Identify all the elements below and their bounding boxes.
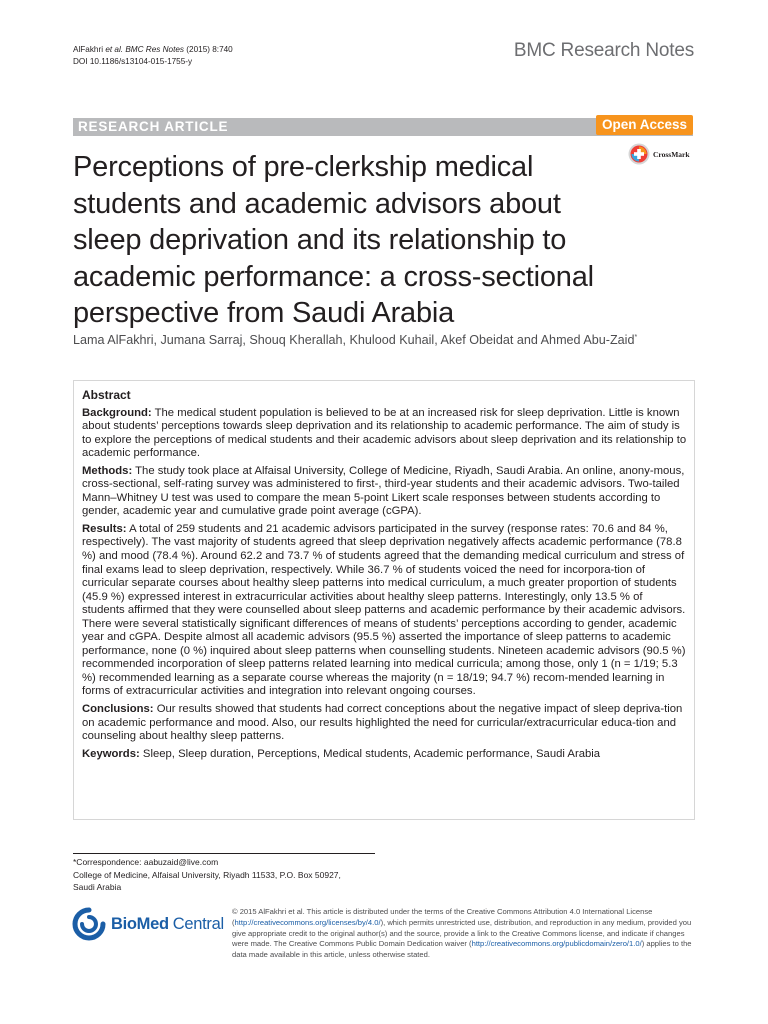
biomed-central-logo (72, 906, 224, 942)
crossmark-button[interactable] (628, 142, 690, 166)
logo-word-biomed: BioMed (111, 914, 169, 933)
license-link-cc0[interactable]: http://creativecommons.org/publicdomain/zero/1.0/ (471, 939, 642, 949)
methods-text: The study took place at Alfaisal University, College of Medicine, Riyadh, Saudi Arabia. An online, anony-mous, cross-sectional, self-rating survey was administered to first-, third-year students and their academic advisors. Two-tailed Mann–Whitney U test was used to compare the mean 5-point Likert scale responses between students according to gender, academic year and cumulative grade point average (cGPA). (82, 464, 685, 518)
affiliation-line-1: College of Medicine, Alfaisal University, Riyadh 11533, P.O. Box 50927, (73, 869, 341, 880)
journal-name: BMC Research Notes (513, 40, 694, 61)
keywords-text: Sleep, Sleep duration, Perceptions, Medical students, Academic performance, Saudi Arabia (139, 747, 601, 760)
abstract-conclusions (82, 703, 688, 744)
abstract-box (73, 380, 695, 820)
crossmark-label: CrossMark (653, 149, 690, 159)
abstract-keywords (82, 748, 688, 762)
abstract-content (82, 389, 688, 765)
affiliation-line-2: Saudi Arabia (73, 882, 122, 892)
abstract-methods (82, 465, 688, 519)
doi: DOI 10.1186/s13104-015-1755-y (73, 56, 193, 66)
article-type-label: RESEARCH ARTICLE (78, 119, 229, 134)
footnote (73, 856, 341, 894)
license-text: © 2015 AlFakhri et al. This article is distributed under the terms of the Creative Commons Attribution 4.0 International License (http://creativecommons.org/licenses/by/4.0/), which permits unrestricted use, distribution, and reproduction in any medium, provided you give appropriate credit to the original author(s) and the source, provide a link to the Creative Commons license, and indicate if changes were made. The Creative Commons Public Domain Dedication waiver (http://creativecommons.org/publicdomain/zero/1.0/) applies to the data made available in this article, unless otherwise stated. (232, 907, 692, 960)
background-label: Background: (82, 406, 152, 419)
results-text: A total of 259 students and 21 academic advisors participated in the survey (response rates: 70.6 and 84 %, respectively). The vast majority of students agreed that sleep deprivation negatively affects academic performance (78.8 %) and mood (78.4 %). Around 62.2 and 73.7 % of students agreed that the demanding medical curriculum and stress of final exams lead to sleep deprivation, respectively. While 36.7 % of students voiced the need for incorpora-tion of curricular separate courses about healthy sleep patterns into medical curriculum, a much greater proportion of students (45.9 %) expressed interest in extracurricular activities about healthy sleep patterns. Interestingly, only 13.5 % of students affirmed that they were counselled about sleep patterns and academic performance by their academic advisors. There were several statistically significant differences of means of students’ perceptions according to gender, academic year and cGPA. Despite almost all academic advisors (95.5 %) asserted the importance of sleep patterns to academic performance, none (0 %) inquired about sleep patterns when counselling students. Nineteen academic advisors (90.5 %) recommended incorporation of sleep patterns related learning into medical curricula; among those, only 1 (n = 1/19; 5.3 %) recommended learning as a separate course whereas the majority (n = 18/19; 94.7 %) recom-mended learning in forms of extracurricular activities and integration into relevant ongoing courses. (82, 522, 686, 698)
license-link-cc-by[interactable]: http://creativecommons.org/licenses/by/4.0/ (234, 917, 381, 927)
abstract-results (82, 523, 688, 699)
authors-text: Lama AlFakhri, Jumana Sarraj, Shouq Kherallah, Khulood Kuhail, Akef Obeidat and Ahmed Abu-Zaid (73, 333, 635, 347)
keywords-label: Keywords: (82, 747, 140, 760)
author-list (73, 333, 637, 347)
article-type-bar (73, 118, 693, 136)
corresponding-marker: * (634, 333, 638, 341)
article-title: Perceptions of pre-clerkship medical students and academic advisors about sleep deprivation and its relationship to academic performance: a cross-sectional perspective from Saudi Arabia (73, 151, 594, 329)
open-access-badge: Open Access (596, 115, 693, 135)
results-label: Results: (82, 522, 127, 535)
background-text: The medical student population is believed to be at an increased risk for sleep deprivation. Little is known about students’ perceptions towards sleep deprivation and its relationship to academic performance. The aim of study is to explore the perceptions of medical students and their academic advisors about sleep deprivation and its relationship to academic performance. (82, 406, 687, 460)
biomed-central-emblem-icon (72, 907, 106, 941)
abstract-background (82, 407, 688, 461)
logo-word-central: Central (172, 914, 224, 933)
methods-label: Methods: (82, 464, 133, 477)
abstract-heading: Abstract (82, 388, 131, 402)
correspondence-email[interactable]: *Correspondence: aabuzaid@live.com (73, 857, 219, 867)
citation (73, 44, 233, 67)
conclusions-label: Conclusions: (82, 703, 154, 716)
conclusions-text: Our results showed that students had correct conceptions about the negative impact of sleep depriva-tion on academic performance and mood. Also, our results highlighted the need for curricular/extracurricular educa-tion and counseling about healthy sleep patterns. (82, 703, 683, 743)
citation-line-1: AlFakhri et al. BMC Res Notes (2015) 8:740 (73, 45, 233, 54)
footnote-divider (73, 853, 375, 854)
